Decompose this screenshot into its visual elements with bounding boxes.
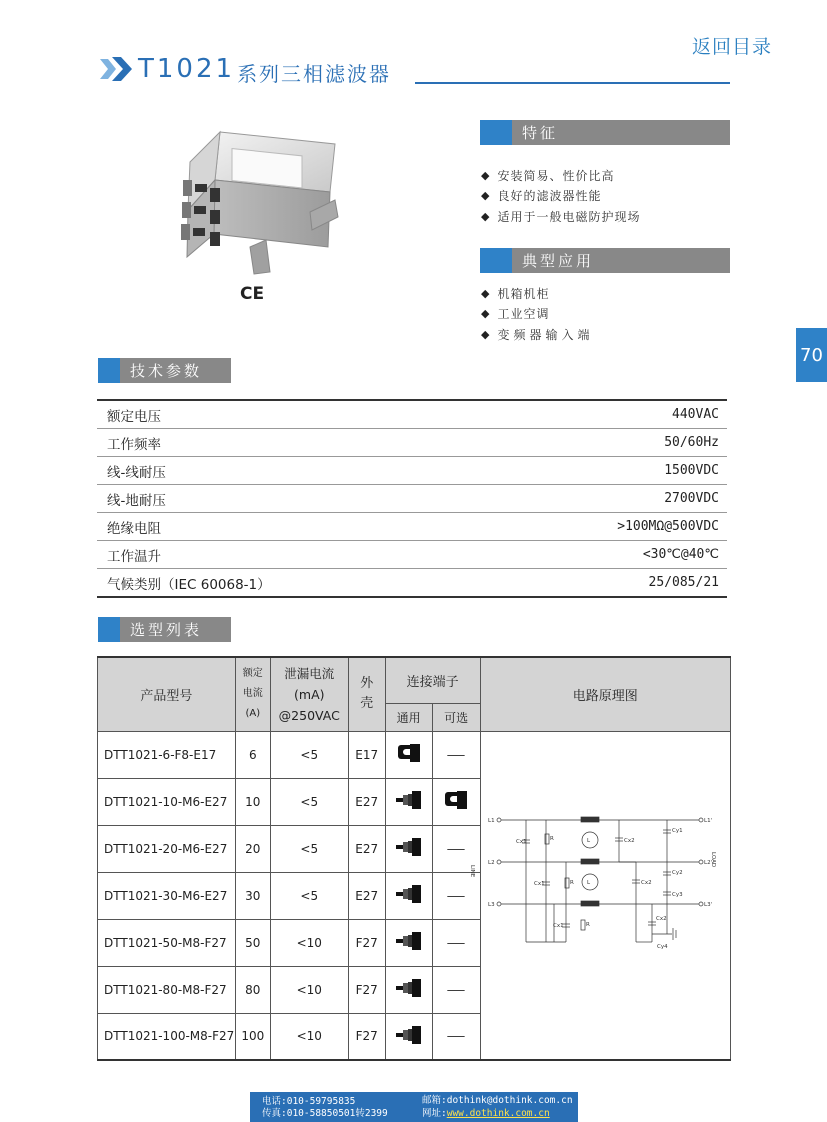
circuit-label: R <box>550 836 554 842</box>
col-terminal-optional: 可选 <box>432 703 480 731</box>
header-accent <box>98 617 120 642</box>
terminal-optional-cell <box>432 778 480 825</box>
model-cell: DTT1021-50-M8-F27 <box>98 919 236 966</box>
case-cell: F27 <box>348 1013 385 1060</box>
selection-header-label: 选型列表 <box>130 621 203 639</box>
circuit-label: L1' <box>704 818 713 824</box>
circuit-label: L2' <box>704 860 713 866</box>
terminal-optional-cell <box>432 872 480 919</box>
spec-row: 工作温升 <30℃@40℃ <box>97 541 727 569</box>
col-leakage: 泄漏电流 (mA) @250VAC <box>270 657 348 731</box>
header-accent <box>480 120 512 145</box>
case-cell: E17 <box>348 731 385 778</box>
diamond-bullet-icon: ◆ <box>481 307 491 321</box>
selection-header <box>98 617 231 642</box>
back-to-contents-link[interactable]: 返回目录 <box>691 36 772 58</box>
product-image <box>170 122 345 277</box>
circuit-label: Cx1 <box>534 881 545 887</box>
applications-header <box>480 248 730 273</box>
circuit-label: Cx2 <box>641 880 652 886</box>
current-cell: 100 <box>235 1013 270 1060</box>
case-cell: F27 <box>348 919 385 966</box>
list-item: ◆ 良好的滤波器性能 <box>481 189 602 204</box>
tab-terminal-icon <box>396 752 422 766</box>
leakage-cell: <5 <box>270 825 348 872</box>
circuit-label: Cx1 <box>553 923 564 929</box>
spec-row: 额定电压 440VAC <box>97 401 727 429</box>
col-case: 外 壳 <box>348 657 385 731</box>
specs-header-label: 技术参数 <box>130 362 203 380</box>
circuit-label: Cx1 <box>516 839 527 845</box>
title-underline <box>415 82 730 84</box>
diamond-bullet-icon: ◆ <box>481 168 491 182</box>
leakage-cell: <5 <box>270 872 348 919</box>
specs-table <box>97 399 727 598</box>
stud-terminal-icon <box>394 800 424 814</box>
model-cell: DTT1021-80-M8-F27 <box>98 966 236 1013</box>
terminal-standard-cell <box>385 1013 432 1060</box>
case-cell: E27 <box>348 872 385 919</box>
circuit-label: Cy1 <box>672 828 683 834</box>
diamond-bullet-icon: ◆ <box>481 286 491 300</box>
website-link[interactable]: www.dothink.com.cn <box>446 1108 550 1119</box>
model-cell: DTT1021-10-M6-E27 <box>98 778 236 825</box>
spec-row: 工作频率 50/60Hz <box>97 429 727 457</box>
spec-row: 气候类别（IEC 60068-1） 25/085/21 <box>107 575 719 593</box>
model-cell: DTT1021-6-F8-E17 <box>98 731 236 778</box>
features-header <box>480 120 730 145</box>
current-cell: 6 <box>235 731 270 778</box>
col-circuit: 电路原理图 <box>480 657 730 731</box>
case-cell: E27 <box>348 825 385 872</box>
spec-row: 绝缘电阻 >100MΩ@500VDC <box>97 513 727 541</box>
circuit-label: L1 <box>488 818 495 824</box>
circuit-label: Cy4 <box>657 944 668 950</box>
current-cell: 50 <box>235 919 270 966</box>
phone: 电话:010-59795835 <box>262 1096 356 1107</box>
none-dash: — <box>446 888 466 903</box>
circuit-label: LINE <box>469 865 475 878</box>
list-item: ◆ 安装简易、性价比高 <box>481 168 615 183</box>
circuit-label: R <box>570 880 574 886</box>
circuit-label: Cy2 <box>672 870 683 876</box>
list-item: ◆ 变频器输入端 <box>481 327 594 342</box>
leakage-cell: <10 <box>270 966 348 1013</box>
terminal-optional-cell <box>432 1013 480 1060</box>
current-cell: 20 <box>235 825 270 872</box>
stud-terminal-icon <box>394 988 424 1002</box>
model-cell: DTT1021-30-M6-E27 <box>98 872 236 919</box>
tab-terminal-icon <box>443 799 469 813</box>
diamond-bullet-icon: ◆ <box>481 327 491 341</box>
page-title <box>100 52 391 86</box>
features-header-label: 特征 <box>522 124 559 142</box>
stud-terminal-icon <box>394 941 424 955</box>
chevron-right-icon <box>100 56 134 82</box>
diamond-bullet-icon: ◆ <box>481 209 491 223</box>
terminal-optional-cell <box>432 919 480 966</box>
circuit-label: LOAD <box>710 852 716 868</box>
col-terminal-standard: 通用 <box>385 703 432 731</box>
leakage-cell: <5 <box>270 778 348 825</box>
leakage-cell: <10 <box>270 919 348 966</box>
none-dash: — <box>446 841 466 856</box>
circuit-label: L2 <box>488 860 495 866</box>
current-cell: 10 <box>235 778 270 825</box>
circuit-label: L3 <box>488 902 495 908</box>
title-name: 系列三相滤波器 <box>237 61 392 86</box>
list-item: ◆ 机箱机柜 <box>481 286 550 301</box>
circuit-label: L <box>587 838 591 844</box>
case-cell: F27 <box>348 966 385 1013</box>
header-accent <box>480 248 512 273</box>
case-cell: E27 <box>348 778 385 825</box>
circuit-label: Cx2 <box>624 838 635 844</box>
page-number-tab: 70 <box>796 328 827 382</box>
circuit-label: L <box>587 880 591 886</box>
fax: 传真:010-58850501转2399 <box>262 1108 388 1119</box>
specs-header <box>98 358 231 383</box>
terminal-optional-cell <box>432 731 480 778</box>
diamond-bullet-icon: ◆ <box>481 189 491 203</box>
terminal-standard-cell <box>385 778 432 825</box>
circuit-label: L3' <box>704 902 713 908</box>
ce-mark: CE <box>240 284 265 304</box>
circuit-label: R <box>586 922 590 928</box>
spec-row: 线-线耐压 1500VDC <box>97 457 727 485</box>
current-cell: 30 <box>235 872 270 919</box>
none-dash: — <box>446 747 466 762</box>
header-accent <box>98 358 120 383</box>
terminal-standard-cell <box>385 872 432 919</box>
email[interactable]: 邮箱:dothink@dothink.com.cn <box>422 1095 573 1106</box>
terminal-standard-cell <box>385 919 432 966</box>
current-cell: 80 <box>235 966 270 1013</box>
terminal-standard-cell <box>385 825 432 872</box>
none-dash: — <box>446 1029 466 1044</box>
stud-terminal-icon <box>394 894 424 908</box>
list-item: ◆ 工业空调 <box>481 307 550 322</box>
contact-footer <box>250 1092 578 1122</box>
col-terminal: 连接端子 <box>385 657 480 703</box>
title-code: T1021 <box>138 54 236 84</box>
col-current: 额定 电流 (A) <box>235 657 270 731</box>
stud-terminal-icon <box>394 1035 424 1049</box>
model-cell: DTT1021-100-M8-F27 <box>98 1013 236 1060</box>
applications-list <box>481 283 593 345</box>
list-item: ◆ 适用于一般电磁防护现场 <box>481 209 641 224</box>
table-row <box>98 731 731 778</box>
model-cell: DTT1021-20-M6-E27 <box>98 825 236 872</box>
stud-terminal-icon <box>394 847 424 861</box>
none-dash: — <box>446 982 466 997</box>
leakage-cell: <10 <box>270 1013 348 1060</box>
col-model: 产品型号 <box>98 657 236 731</box>
circuit-label: Cy3 <box>672 892 683 898</box>
circuit-label: Cx2 <box>656 916 667 922</box>
terminal-standard-cell <box>385 966 432 1013</box>
circuit-diagram <box>469 812 716 952</box>
terminal-optional-cell <box>432 966 480 1013</box>
features-list <box>481 165 640 227</box>
none-dash: — <box>446 935 466 950</box>
terminal-standard-cell <box>385 731 432 778</box>
applications-header-label: 典型应用 <box>522 252 595 270</box>
leakage-cell: <5 <box>270 731 348 778</box>
spec-row: 线-地耐压 2700VDC <box>97 485 727 513</box>
web-label: 网址: <box>422 1108 447 1119</box>
